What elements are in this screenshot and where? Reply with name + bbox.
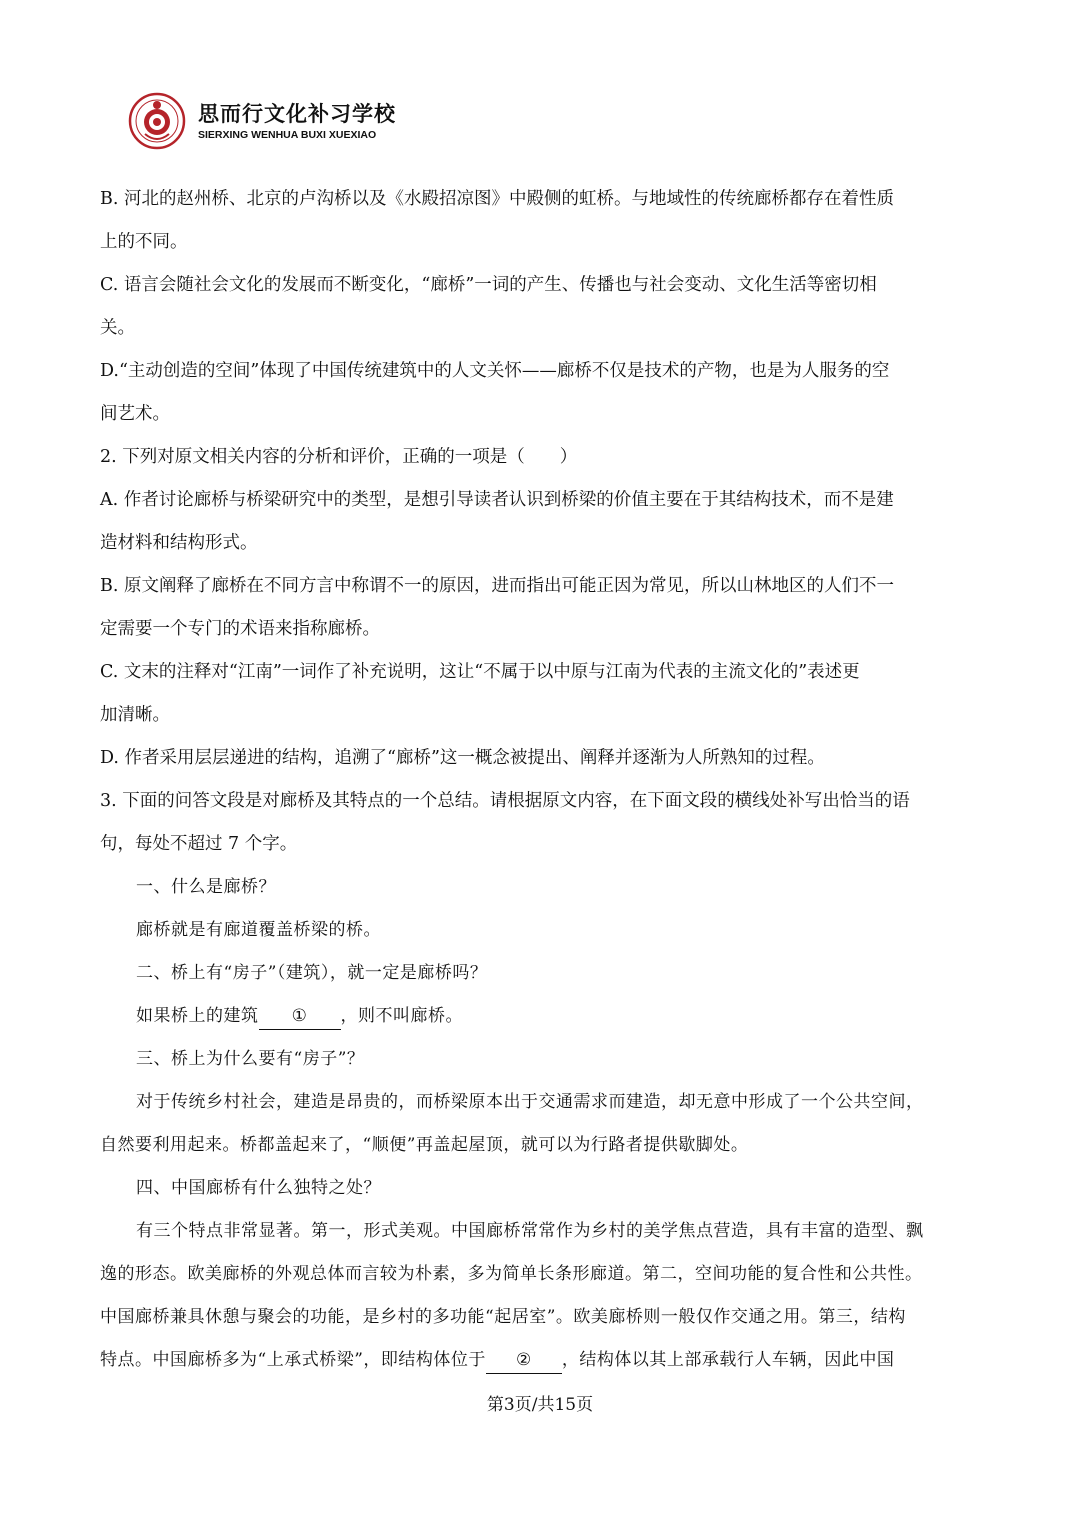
q3-heading-1: 一、什么是廊桥？ (136, 877, 276, 897)
q3-answer-1: 廊桥就是有廊道覆盖桥梁的桥。 (136, 920, 381, 940)
q1-option-c-line2: 关。 (100, 318, 135, 338)
q3-answer-4-line3: 中国廊桥兼具休憩与聚会的功能，是乡村的多功能“起居室”。欧美廊桥则一般仅作交通之用。第三，结构 (100, 1307, 906, 1327)
q3-stem-line2: 句，每处不超过 7 个字。 (100, 834, 298, 854)
q3-heading-2: 二、桥上有“房子”（建筑），就一定是廊桥吗？ (136, 963, 488, 983)
q1-option-c-line1: C. 语言会随社会文化的发展而不断变化，“廊桥”一词的产生、传播也与社会变动、文化生活等密切相 (100, 275, 877, 295)
q2-option-c-line1: C. 文末的注释对“江南”一词作了补充说明，这让“不属于以中原与江南为代表的主流文化的”表述更 (100, 662, 860, 682)
q3-answer-2-post: ，则不叫廊桥。 (340, 1006, 463, 1026)
q2-option-c-line2: 加清晰。 (100, 705, 170, 725)
q3-heading-3: 三、桥上为什么要有“房子”？ (136, 1049, 365, 1069)
q3-answer-4-line1: 有三个特点非常显著。第一，形式美观。中国廊桥常常作为乡村的美学焦点营造，具有丰富的造型、飘 (136, 1221, 924, 1241)
q3-stem-line1: 3. 下面的问答文段是对廊桥及其特点的一个总结。请根据原文内容，在下面文段的横线处补写出恰当的语 (100, 791, 910, 811)
q2-option-b-line2: 定需要一个专门的术语来指称廊桥。 (100, 619, 380, 639)
q3-heading-4: 四、中国廊桥有什么独特之处？ (136, 1178, 381, 1198)
page-content (100, 178, 980, 1382)
school-name-cn: 思而行文化补习学校 (198, 102, 396, 126)
q1-option-b-line1: B. 河北的赵州桥、北京的卢沟桥以及《水殿招凉图》中殿侧的虹桥。与地域性的传统廊桥都存在着性质 (100, 189, 894, 209)
q2-option-a-line1: A. 作者讨论廊桥与桥梁研究中的类型，是想引导读者认识到桥梁的价值主要在于其结构技术，而不是建 (100, 490, 894, 510)
q2-option-d-line1: D. 作者采用层层递进的结构，追溯了“廊桥”这一概念被提出、阐释并逐渐为人所熟知的过程。 (100, 748, 825, 768)
q2-option-a-line2: 造材料和结构形式。 (100, 533, 258, 553)
school-brand (198, 102, 396, 142)
q3-answer-4-line2: 逸的形态。欧美廊桥的外观总体而言较为朴素，多为简单长条形廊道。第二，空间功能的复合性和公共性。 (100, 1264, 923, 1284)
q3-answer-4-post: ，结构体以其上部承载行人车辆，因此中国 (561, 1350, 895, 1370)
q1-option-d-line2: 间艺术。 (100, 404, 170, 424)
q3-answer-3-line1: 对于传统乡村社会，建造是昂贵的，而桥梁原本出于交通需求而建造，却无意中形成了一个公共空间， (136, 1092, 924, 1112)
school-name-en: SIERXING WENHUA BUXI XUEXIAO (198, 129, 377, 141)
q2-stem: 2. 下列对原文相关内容的分析和评价，正确的一项是（ ） (100, 447, 578, 467)
q3-answer-3-line2: 自然要利用起来。桥都盖起来了，“顺便”再盖起屋顶，就可以为行路者提供歇脚处。 (100, 1135, 749, 1155)
page-number: 第3页/共15页 (486, 1395, 594, 1415)
q3-answer-2 (100, 995, 980, 1038)
fill-blank-2[interactable]: ② (486, 1347, 562, 1374)
q3-answer-2-pre: 如果桥上的建筑 (136, 1006, 259, 1026)
school-logo-icon (128, 92, 186, 150)
fill-blank-1[interactable]: ① (259, 1003, 341, 1030)
page-header (128, 92, 428, 152)
q3-answer-4-line4 (100, 1339, 980, 1382)
q2-option-b-line1: B. 原文阐释了廊桥在不同方言中称谓不一的原因，进而指出可能正因为常见，所以山林地区的人们不一 (100, 576, 894, 596)
q3-answer-4-pre: 特点。中国廊桥多为“上承式桥梁”，即结构体位于 (100, 1350, 486, 1370)
q1-option-d-line1: D.“主动创造的空间”体现了中国传统建筑中的人文关怀——廊桥不仅是技术的产物，也是为人服务的空 (100, 361, 890, 381)
q1-option-b-line2: 上的不同。 (100, 232, 188, 252)
